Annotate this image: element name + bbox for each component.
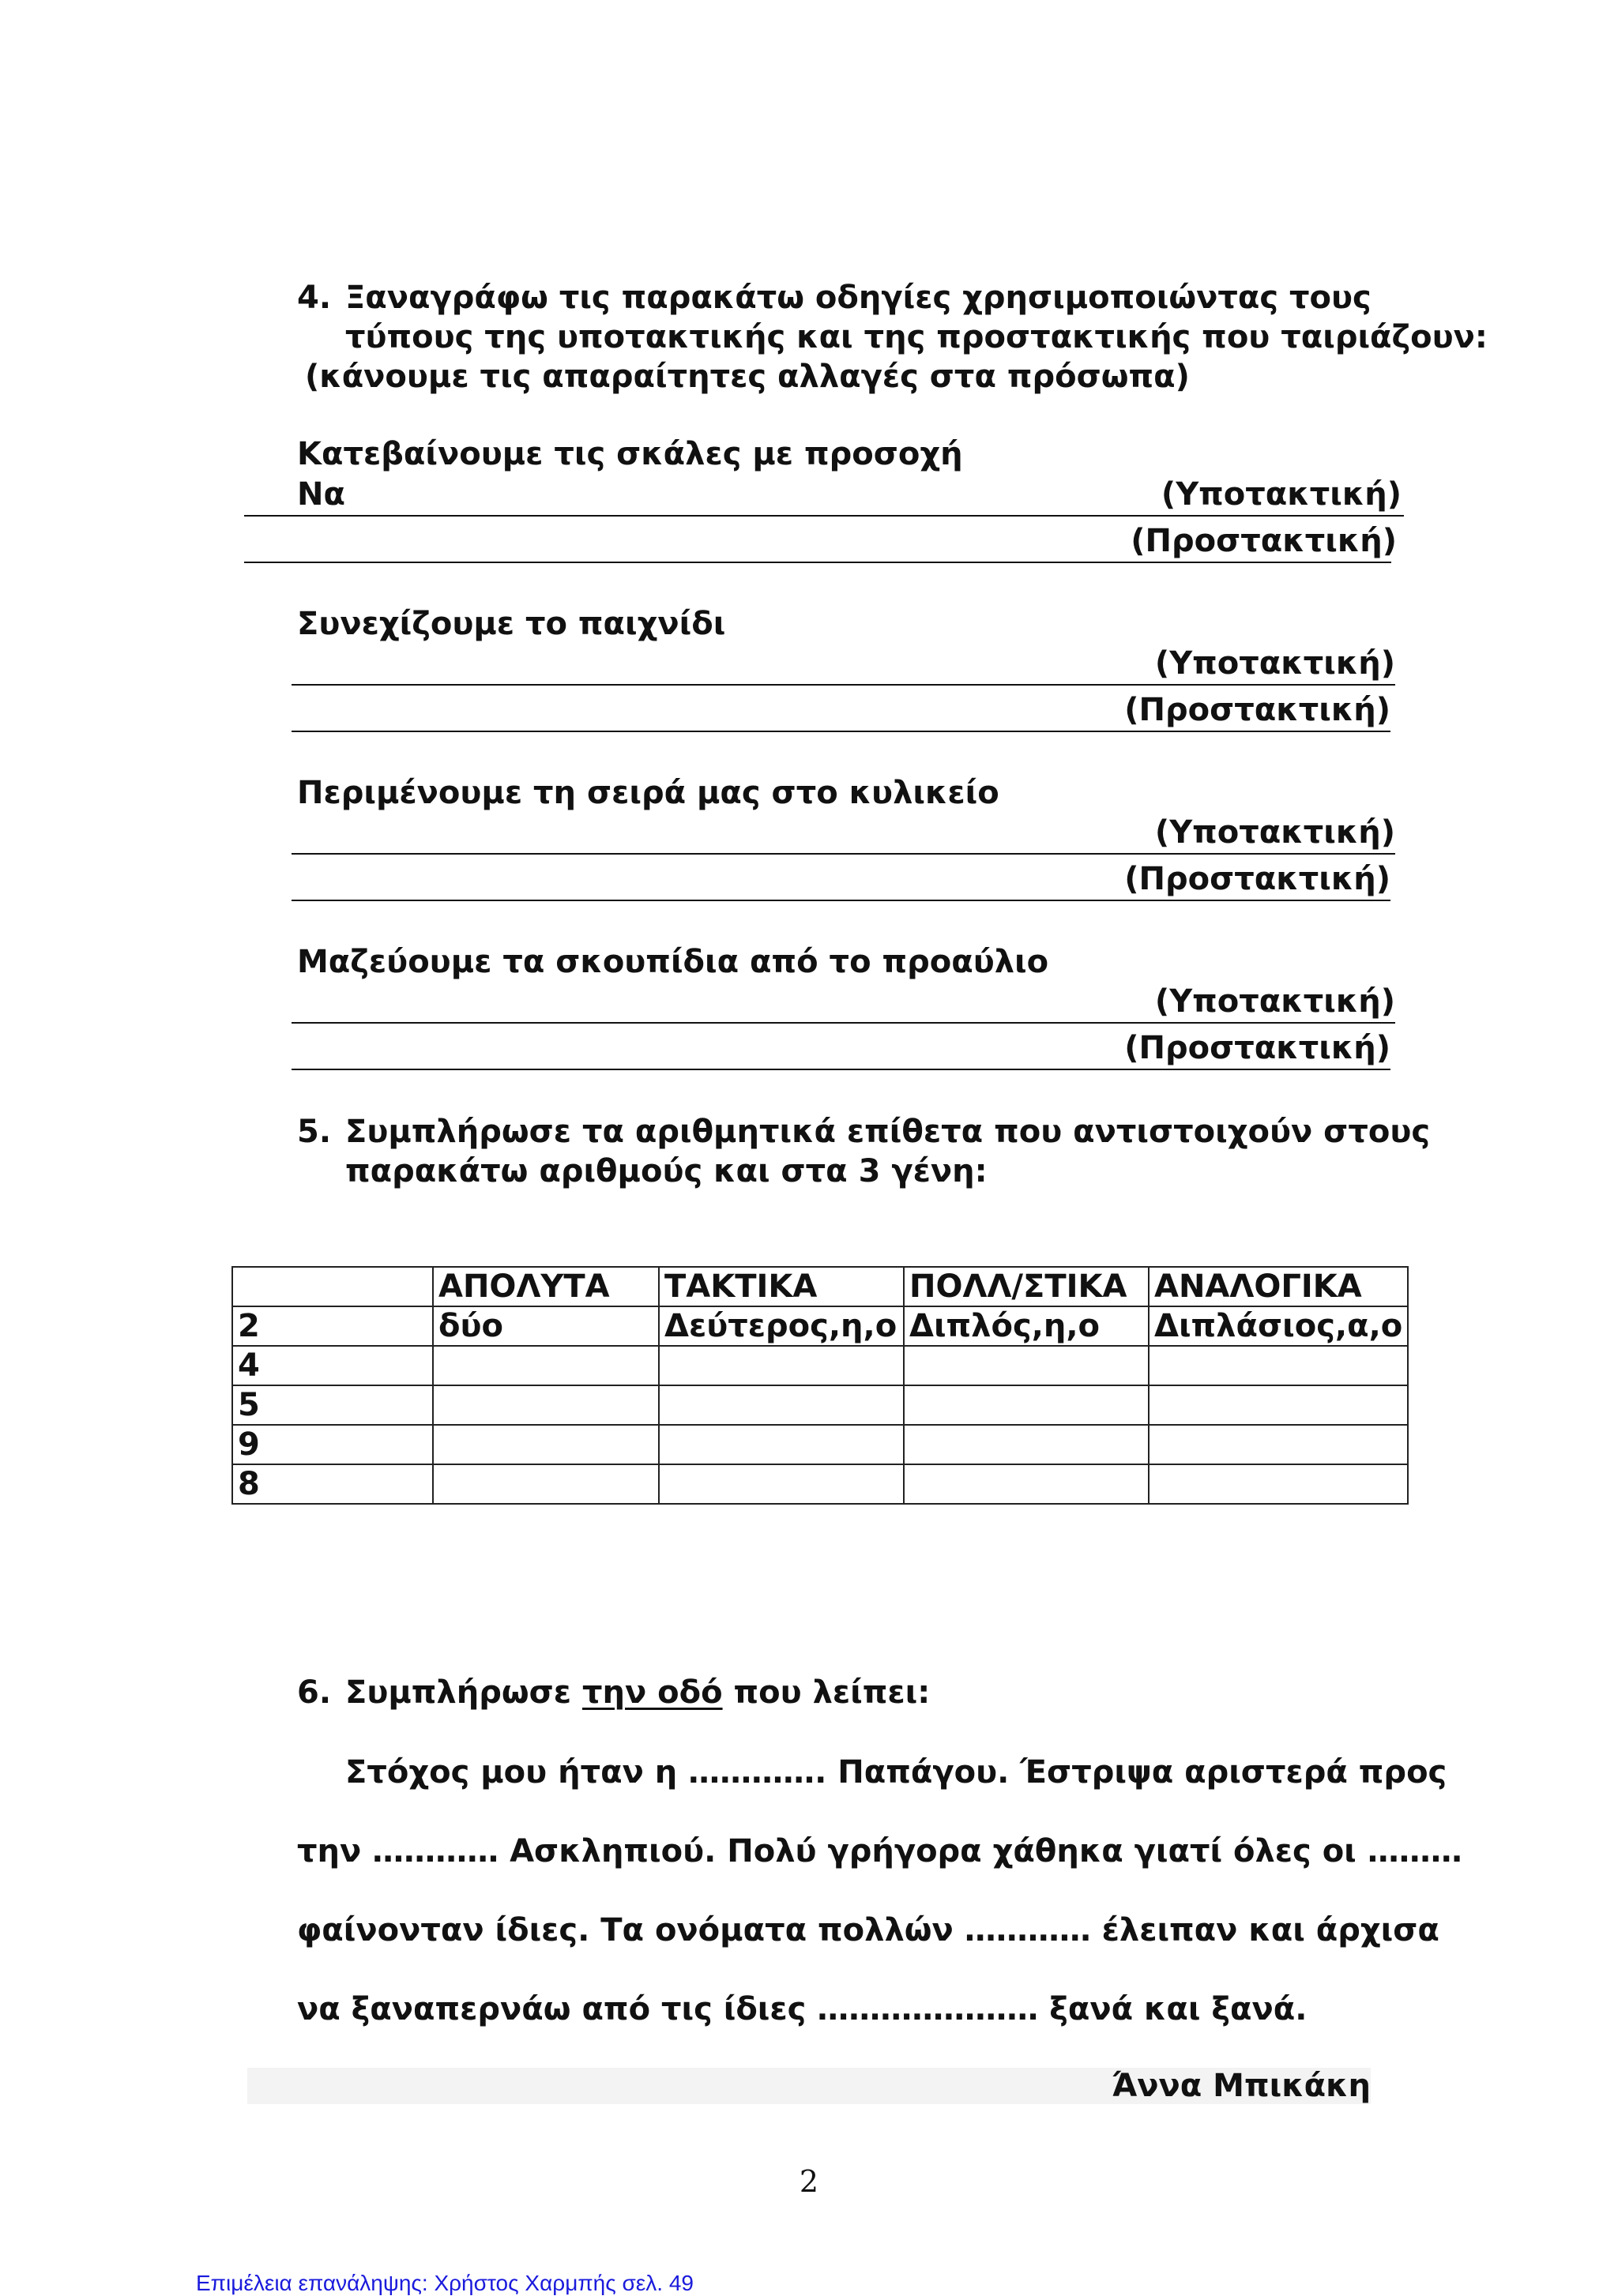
table-cell-blank[interactable] <box>904 1464 1149 1504</box>
table-header-cell: ΠΟΛΛ/ΣΤΙΚΑ <box>904 1267 1149 1306</box>
q6-title-b: που λείπει: <box>733 1674 931 1711</box>
table-cell-blank[interactable] <box>1149 1346 1408 1385</box>
q6-paragraph-line4: να ξαναπερνάω από τις ίδιες ………………… ξανά και ξανά. <box>297 1991 1308 2027</box>
table-cell: 8 <box>232 1464 433 1504</box>
table-header-row <box>232 1267 1408 1306</box>
table-cell-blank[interactable] <box>433 1385 659 1425</box>
q4-item1-sentence: Κατεβαίνουμε τις σκάλες με προσοχή <box>297 436 963 472</box>
q6-title-a: Συμπλήρωσε <box>345 1674 572 1711</box>
table-cell: Διπλός,η,ο <box>904 1306 1149 1346</box>
table-header-cell: ΑΠΟΛΥΤΑ <box>433 1267 659 1306</box>
table-row <box>232 1306 1408 1346</box>
q4-instruction-line1: Ξαναγράφω τις παρακάτω οδηγίες χρησιμοποιώντας τους <box>345 280 1372 316</box>
table-cell: 4 <box>232 1346 433 1385</box>
q6-paragraph-line3: φαίνονταν ίδιες. Τα ονόματα πολλών ………… έλειπαν και άρχισα <box>297 1912 1439 1948</box>
table-cell-blank[interactable] <box>659 1346 904 1385</box>
table-cell-blank[interactable] <box>904 1385 1149 1425</box>
table-cell-blank[interactable] <box>904 1425 1149 1464</box>
q4-item4-subj-label: (Υποτακτική) <box>1154 983 1395 1020</box>
q4-item2-subj-label: (Υποτακτική) <box>1154 645 1395 682</box>
table-row <box>232 1425 1408 1464</box>
q4-item1-prefix: Να <box>297 476 345 513</box>
q4-item2-imp-blank[interactable] <box>292 731 1390 732</box>
table-cell-blank[interactable] <box>904 1346 1149 1385</box>
q4-item1-subj-blank[interactable] <box>244 515 1404 517</box>
q4-item4-subj-blank[interactable] <box>292 1022 1395 1024</box>
q6-title <box>345 1673 930 1712</box>
numerals-table <box>231 1266 1409 1505</box>
q5-instruction-line2: παρακάτω αριθμούς και στα 3 γένη: <box>345 1153 988 1189</box>
table-cell: Διπλάσιος,α,ο <box>1149 1306 1408 1346</box>
q4-item2-subj-blank[interactable] <box>292 684 1395 686</box>
q4-item4-sentence: Μαζεύουμε τα σκουπίδια από το προαύλιο <box>297 944 1049 980</box>
table-cell-blank[interactable] <box>433 1464 659 1504</box>
q5-instruction-line1: Συμπλήρωσε τα αριθμητικά επίθετα που αντιστοιχούν στους <box>345 1114 1431 1150</box>
table-cell: Δεύτερος,η,ο <box>659 1306 904 1346</box>
table-cell-blank[interactable] <box>659 1425 904 1464</box>
q6-number: 6. <box>297 1674 332 1711</box>
q6-paragraph-line2: την ………… Ασκληπιού. Πολύ γρήγορα χάθηκα γιατί όλες οι ……… <box>297 1833 1462 1869</box>
q5-number: 5. <box>297 1114 332 1150</box>
q4-item3-imp-label: (Προστακτική) <box>1124 861 1390 897</box>
q4-item3-sentence: Περιμένουμε τη σειρά μας στο κυλικείο <box>297 775 999 811</box>
q4-item4-imp-blank[interactable] <box>292 1069 1390 1070</box>
page-number: 2 <box>799 2164 819 2199</box>
q4-item3-imp-blank[interactable] <box>292 900 1390 901</box>
table-cell: 2 <box>232 1306 433 1346</box>
q4-item1-imp-blank[interactable] <box>244 562 1391 563</box>
table-cell-blank[interactable] <box>1149 1385 1408 1425</box>
footer-text: Επιμέλεια επανάληψης: Χρήστος Χαρμπής σελ. 49 <box>196 2271 694 2295</box>
q4-item1-subj-label: (Υποτακτική) <box>1161 476 1402 513</box>
q4-item2-imp-label: (Προστακτική) <box>1124 692 1390 728</box>
table-cell: 9 <box>232 1425 433 1464</box>
table-cell-blank[interactable] <box>1149 1425 1408 1464</box>
q4-instruction-line3: (κάνουμε τις απαραίτητες αλλαγές στα πρόσωπα) <box>305 359 1190 395</box>
table-cell: δύο <box>433 1306 659 1346</box>
table-cell-blank[interactable] <box>1149 1464 1408 1504</box>
table-cell: 5 <box>232 1385 433 1425</box>
q4-item3-subj-blank[interactable] <box>292 853 1395 855</box>
table-cell-blank[interactable] <box>659 1464 904 1504</box>
q6-paragraph-line1: Στόχος μου ήταν η …………. Παπάγου. Έστριψα αριστερά προς <box>345 1754 1447 1791</box>
table-row <box>232 1385 1408 1425</box>
table-header-cell: ΑΝΑΛΟΓΙΚΑ <box>1149 1267 1408 1306</box>
table-row <box>232 1346 1408 1385</box>
table-header-cell: ΤΑΚΤΙΚΑ <box>659 1267 904 1306</box>
signature: Άννα Μπικάκη <box>1112 2068 1371 2104</box>
q4-number: 4. <box>297 280 332 316</box>
q4-instruction-line2: τύπους της υποτακτικής και της προστακτικής που ταιριάζουν: <box>345 319 1488 355</box>
q6-title-underlined: την οδό <box>581 1674 723 1711</box>
q4-item3-subj-label: (Υποτακτική) <box>1154 814 1395 851</box>
q4-item4-imp-label: (Προστακτική) <box>1124 1030 1390 1066</box>
table-row <box>232 1464 1408 1504</box>
table-cell-blank[interactable] <box>433 1346 659 1385</box>
table-cell-blank[interactable] <box>433 1425 659 1464</box>
q4-item2-sentence: Συνεχίζουμε το παιχνίδι <box>297 606 726 642</box>
table-header-cell <box>232 1267 433 1306</box>
q4-item1-imp-label: (Προστακτική) <box>1131 523 1397 559</box>
table-cell-blank[interactable] <box>659 1385 904 1425</box>
